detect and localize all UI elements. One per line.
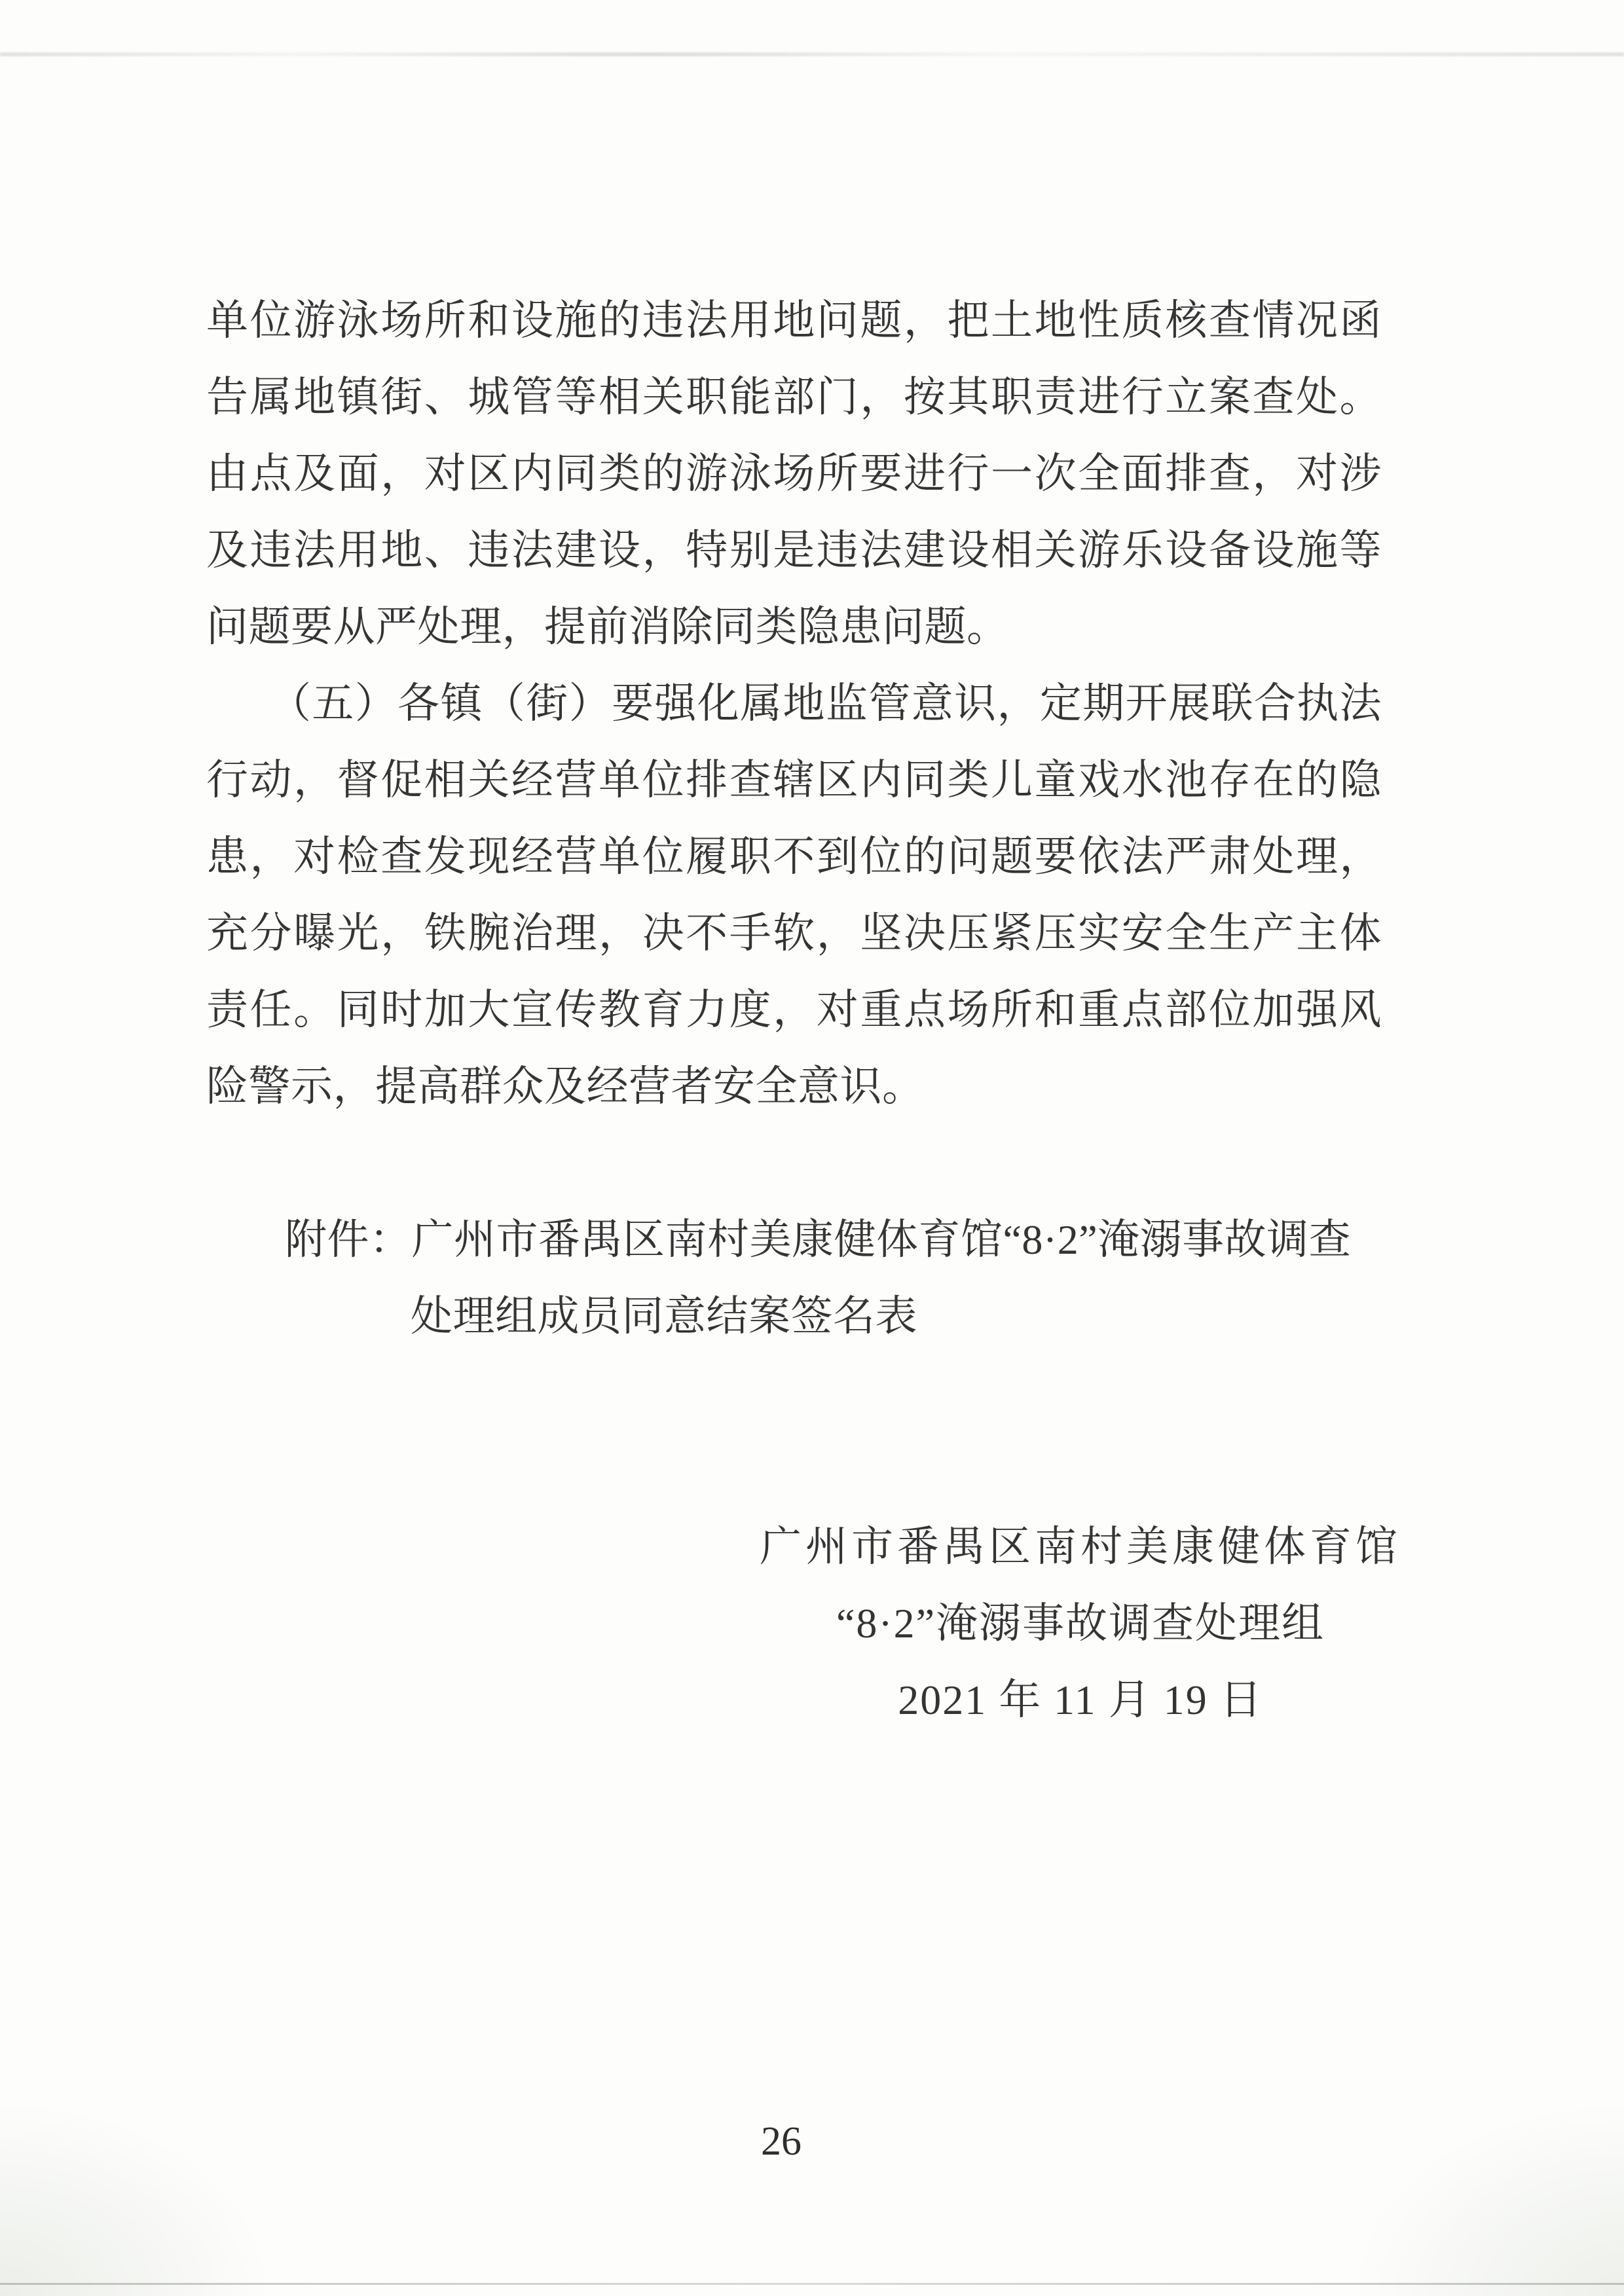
body-text-line: 险警示，提高群众及经营者安全意识。: [206, 1063, 925, 1110]
attachment-label: 附件：: [285, 1216, 412, 1263]
body-text-line: 充分曝光，铁腕治理，决不手软，坚决压紧压实安全生产主体: [206, 910, 1382, 957]
body-text-line: （五）各镇（街）要强化属地监管意识，定期开展联合执法: [269, 680, 1382, 727]
body-text-line: 告属地镇街、城管等相关职能部门，按其职责进行立案查处。: [206, 374, 1382, 420]
body-text-line: 及违法用地、违法建设，特别是违法建设相关游乐设备设施等: [206, 527, 1382, 574]
signature-organization-line1: 广州市番禺区南村美康健体育馆: [760, 1523, 1401, 1570]
document-body: [206, 282, 1382, 1355]
attachment-title-part2: 处理组成员同意结案签名表: [411, 1293, 917, 1339]
blank-line: [206, 1125, 1382, 1201]
attachment-title-part1: 广州市番禺区南村美康健体育馆“8·2”淹溺事故调查: [411, 1216, 1352, 1263]
scan-artifact-top-streak: [0, 52, 1624, 56]
body-text-line: 问题要从严处理，提前消除同类隐患问题。: [206, 604, 1009, 650]
scan-artifact-bottom-line: [0, 2283, 1624, 2285]
signature-date: 2021 年 11 月 19 日: [898, 1677, 1263, 1723]
body-text-line: 患，对检查发现经营单位履职不到位的问题要依法严肃处理，: [206, 833, 1382, 880]
signature-block: [750, 1508, 1411, 1738]
body-text-line: 由点及面，对区内同类的游泳场所要进行一次全面排查，对涉: [206, 450, 1382, 497]
body-text-line: 单位游泳场所和设施的违法用地问题，把土地性质核查情况函: [206, 297, 1382, 344]
scan-artifact-corner-left: [0, 2100, 275, 2296]
body-text-line: 行动，督促相关经营单位排查辖区内同类儿童戏水池存在的隐: [206, 757, 1382, 803]
page-number: 26: [761, 2119, 802, 2164]
body-text-line: 责任。同时加大宣传教育力度，对重点场所和重点部位加强风: [206, 987, 1382, 1033]
scan-artifact-corner-right: [1349, 2100, 1624, 2296]
signature-organization-line2: “8·2”淹溺事故调查处理组: [836, 1600, 1325, 1647]
attachment-line: [206, 1201, 1382, 1278]
